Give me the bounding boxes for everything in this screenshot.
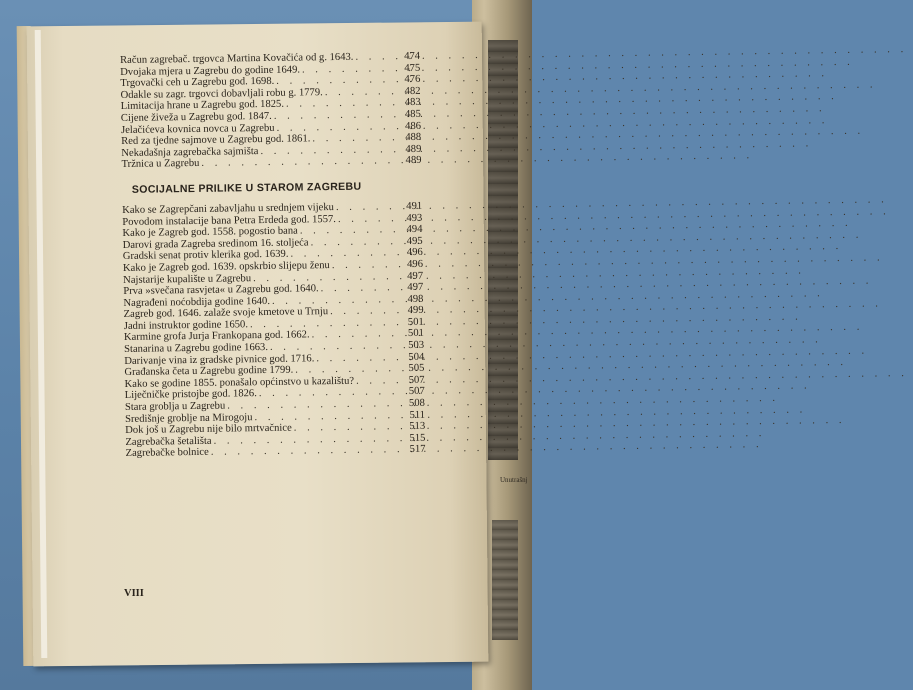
section-heading: SOCIJALNE PRILIKE U STAROM ZAGREBU xyxy=(131,180,362,196)
page-number: VIII xyxy=(124,588,144,599)
toc-entry-title: Red za tjedne sajmove u Zagrebu god. 1861. xyxy=(121,133,311,148)
toc-entry-page: 497 xyxy=(407,281,424,294)
toc-entry-title: Limitacija hrane u Zagrebu god. 1825. xyxy=(120,99,285,113)
toc-entry-title: Kako se godine 1855. ponašalo općinstvo u kazalištu? xyxy=(124,375,355,390)
toc-entry-title: Jelačićeva kovnica novca u Zagrebu xyxy=(120,122,275,136)
toc-leader-dots xyxy=(332,259,399,272)
toc-entry-title: Nagrađeni noćobdija godine 1640. xyxy=(123,295,271,309)
toc-entry-title: Kako je Zagreb god. 1558. pogostio bana xyxy=(122,225,298,240)
toc-entry-page: 493 xyxy=(406,212,423,224)
toc-entry-title: Kako se Zagrepčani zabavljahu u srednjem vijeku xyxy=(122,201,335,216)
facing-page-photo-lower xyxy=(492,520,518,640)
toc-entry-title: Zagreb god. 1646. zalaže svoje kmetove u Trnju xyxy=(123,306,329,321)
toc-entry-page: 475 xyxy=(404,62,421,74)
toc-entry-page: 498 xyxy=(407,293,424,305)
toc-entry-page: 497 xyxy=(407,270,424,282)
toc-entry-title: Zagrebačka šetališta xyxy=(125,435,212,448)
toc-entry-page: 488 xyxy=(405,131,422,144)
toc-list-top xyxy=(120,51,422,171)
toc-entry-title: Trgovački ceh u Zagrebu god. 1698. xyxy=(120,76,275,90)
toc-entry-page: 495 xyxy=(406,235,423,247)
toc-entry-page: 482 xyxy=(404,85,421,97)
toc-entry-title: Liječničke pristojbe god. 1826. xyxy=(124,388,257,402)
toc-entry-title: Jadni instruktor godine 1650. xyxy=(123,319,249,332)
toc-entry-title: Građanska četa u Zagrebu godine 1799. xyxy=(124,364,294,379)
table-of-contents xyxy=(120,51,426,460)
toc-entry-title: Stanarina u Zagrebu godine 1663. xyxy=(124,342,269,356)
toc-leader-dots xyxy=(201,155,397,169)
toc-entry-page: 485 xyxy=(404,108,421,120)
toc-entry-page: 474 xyxy=(404,50,421,63)
facing-page-caption-fragment: Unutrašnj xyxy=(500,476,528,484)
toc-entry-page: 489 xyxy=(405,155,422,167)
toc-entry-title: Stara groblja u Zagrebu xyxy=(124,400,226,413)
toc-entry-title: Zagrebačke bolnice xyxy=(125,447,209,460)
toc-entry-page: 515 xyxy=(409,432,426,444)
toc-entry-title: Darivanje vina iz gradske pivnice god. 1716. xyxy=(124,352,315,367)
toc-entry-page: 496 xyxy=(406,258,424,270)
toc-entry-page: 503 xyxy=(408,339,425,352)
toc-entry-title: Cijene živeža u Zagrebu god. 1847. xyxy=(120,110,272,124)
toc-entry-title: Najstarije kupalište u Zagrebu xyxy=(123,272,252,286)
toc-entry-page: 496 xyxy=(406,247,423,259)
toc-leader-dots xyxy=(325,86,397,99)
toc-entry-page: 483 xyxy=(404,97,421,109)
toc-leader-dots xyxy=(338,213,399,225)
toc-entry-page: 507 xyxy=(408,374,425,386)
toc-entry-title: Središnje groblje na Mirogoju xyxy=(125,411,253,425)
toc-leader-dots xyxy=(355,51,396,63)
toc-leader-dots xyxy=(336,201,398,213)
toc-entry-title: Kako je Zagreb god. 1639. opskrbio slijepu ženu xyxy=(122,259,330,274)
toc-entry-title: Dvojaka mjera u Zagrebu do godine 1649. xyxy=(120,64,301,78)
toc-entry-page: 499 xyxy=(407,305,424,317)
toc-entry-page: 505 xyxy=(408,363,425,375)
toc-entry-page: 513 xyxy=(409,420,426,433)
toc-entry-title: Tržnica u Zagrebu xyxy=(121,158,200,171)
toc-entry-page: 494 xyxy=(406,223,423,236)
toc-entry-title: Odakle su zagr. trgovci dobavljali robu g. 1779. xyxy=(120,86,323,101)
toc-entry-page: 508 xyxy=(408,397,425,410)
toc-entry-title: Dok još u Zagrebu nije bilo mrtvačnice xyxy=(125,422,292,437)
toc-entry-page: 507 xyxy=(408,386,425,398)
toc-entry-page: 511 xyxy=(409,409,426,421)
toc-entry-page: 504 xyxy=(408,351,425,363)
toc-entry-title: Prva »svečana rasvjeta« u Zagrebu god. 1640. xyxy=(123,283,319,298)
toc-entry-page: 489 xyxy=(405,143,422,155)
toc-entry-title: Karmine grofa Jurja Frankopana god. 1662. xyxy=(123,329,310,344)
toc-entry-page: 491 xyxy=(406,200,423,212)
toc-entry-title: Nekadašnja zagrebačka sajmišta xyxy=(121,145,259,159)
toc-entry-page: 486 xyxy=(405,120,422,132)
toc-entry-title: Darovi grada Zagreba sredinom 16. stoljeća xyxy=(122,237,309,251)
toc-entry-page: 501 xyxy=(407,328,424,340)
toc-leader-dots xyxy=(356,375,401,387)
toc-entry-title: Povodom instalacije bana Petra Erdeda god. 1557. xyxy=(122,213,336,228)
toc-entry-title: Gradski senat protiv klerika god. 1639. xyxy=(122,248,289,263)
toc-entry-page: 476 xyxy=(404,73,421,86)
toc-entry-page: 517 xyxy=(409,444,426,456)
toc-entry-page: 501 xyxy=(407,316,424,328)
toc-list-section xyxy=(122,201,426,460)
toc-entry-title: Račun zagrebač. trgovca Martina Kovačića od g. 1643. xyxy=(120,51,354,66)
toc-leader-dots xyxy=(330,305,400,318)
